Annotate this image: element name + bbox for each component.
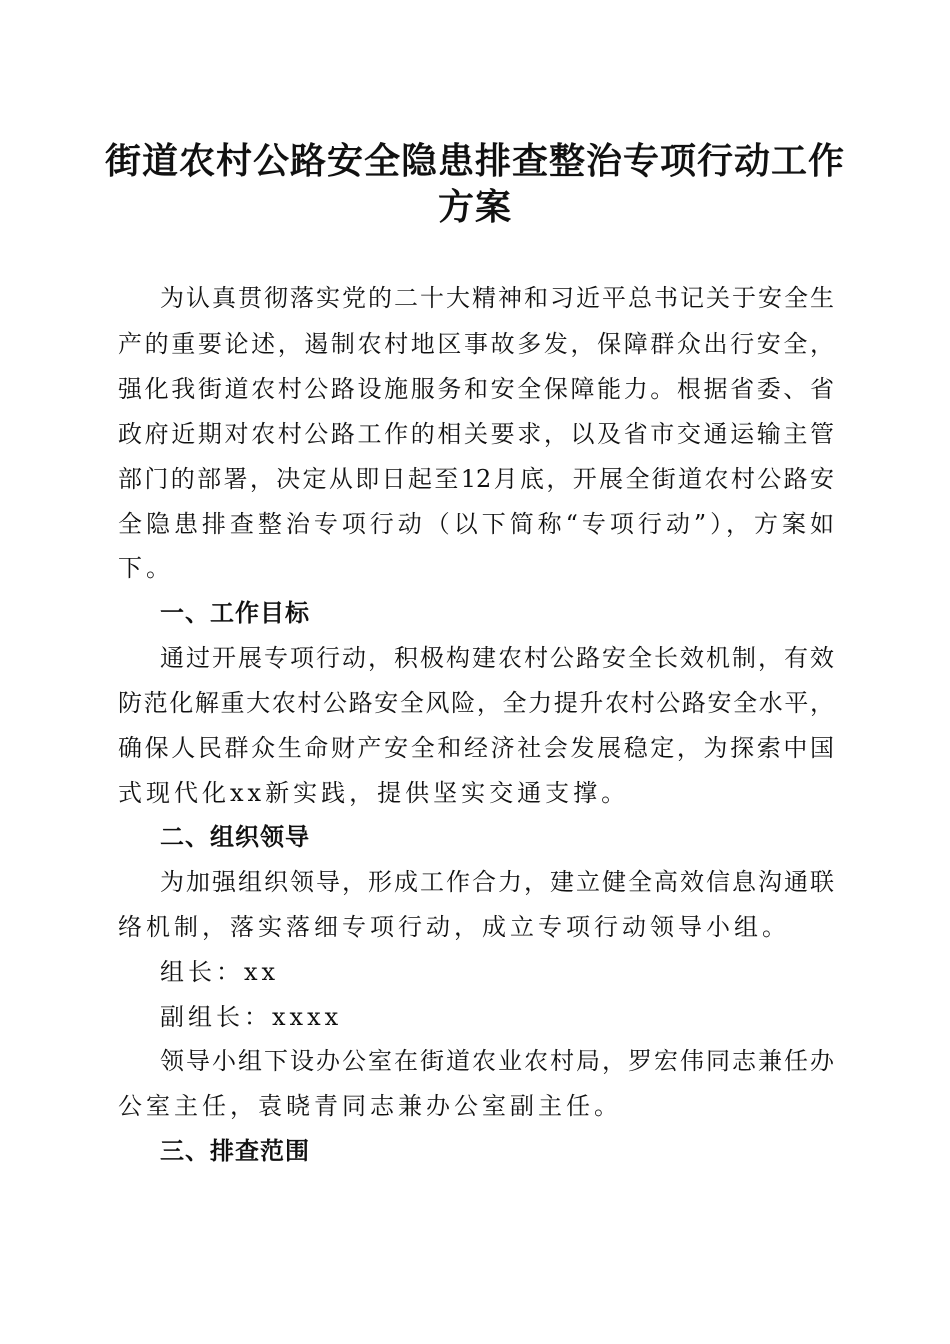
intro-line-4: 政府近期对农村公路工作的相关要求，以及省市交通运输主管 (118, 420, 834, 448)
section2-line-1: 为加强组织领导，形成工作合力，建立健全高效信息沟通联 (160, 868, 834, 896)
intro-line-2: 产的重要论述，遏制农村地区事故多发，保障群众出行安全， (118, 330, 834, 358)
section1-line-4: 式现代化xx新实践，提供坚实交通支撑。 (118, 779, 630, 807)
intro-line-7: 下。 (118, 554, 174, 582)
section2-line-2: 络机制，落实落细专项行动，成立专项行动领导小组。 (118, 913, 790, 941)
document-title-line-1: 街道农村公路安全隐患排查整治专项行动工作 (104, 141, 845, 182)
intro-line-6: 全隐患排查整治专项行动（以下简称“专项行动”），方案如 (118, 510, 834, 538)
deputy-leader-line: 副组长：xxxx (160, 1003, 343, 1031)
section1-line-1: 通过开展专项行动，积极构建农村公路安全长效机制，有效 (160, 644, 834, 672)
intro-line-1: 为认真贯彻落实党的二十大精神和习近平总书记关于安全生 (160, 284, 834, 312)
section1-line-2: 防范化解重大农村公路安全风险，全力提升农村公路安全水平， (118, 689, 834, 717)
intro-line-5: 部门的部署，决定从即日起至12月底，开展全街道农村公路安 (118, 465, 834, 493)
document-title-line-2: 方案 (437, 187, 512, 228)
section1-line-3: 确保人民群众生命财产安全和经济社会发展稳定，为探索中国 (118, 734, 834, 762)
group-leader-line: 组长：xx (160, 958, 280, 986)
section-heading-goals: 一、工作目标 (160, 599, 310, 627)
office-line-1: 领导小组下设办公室在街道农业农村局，罗宏伟同志兼任办 (160, 1047, 834, 1075)
office-line-2: 公室主任，袁晓青同志兼办公室副主任。 (118, 1092, 622, 1120)
section-heading-organization: 二、组织领导 (160, 823, 310, 851)
section-heading-scope: 三、排查范围 (160, 1137, 310, 1165)
intro-line-3: 强化我街道农村公路设施服务和安全保障能力。根据省委、省 (118, 375, 834, 403)
